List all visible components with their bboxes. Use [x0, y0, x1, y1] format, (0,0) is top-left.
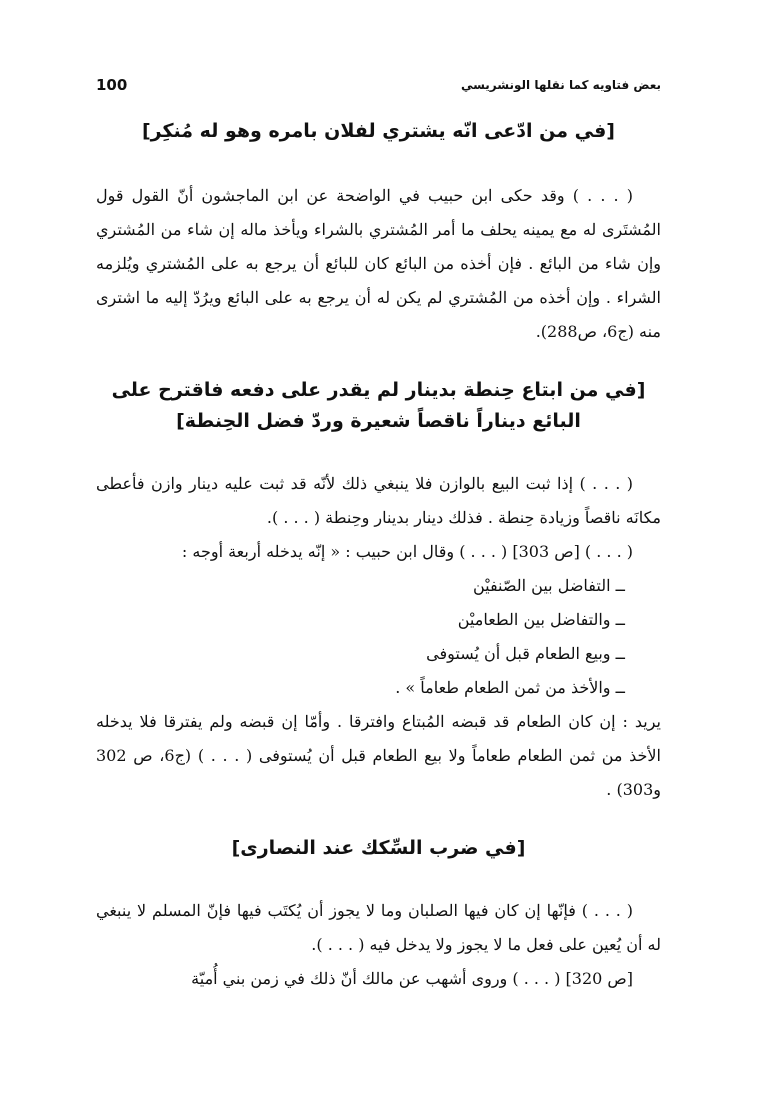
section-heading: [في من ابتاع حِنطة بدينار لم يقدر على دفعه فاقترح على البائع ديناراً ناقصاً شعيرة وردّ فضل الحِنطة] — [111, 379, 646, 432]
section-heading: [في ضرب السِّكك عند النصارى] — [231, 837, 526, 859]
page-body — [96, 110, 661, 996]
list-item: ــ والتفاضل بين الطعاميْن — [457, 610, 625, 629]
running-title: بعض فتاويه كما نقلها الونشريسي — [460, 78, 661, 92]
page-number: 100 — [96, 76, 128, 94]
paragraph: ( . . . ) [ص 303] ( . . . ) وقال ابن حبيب : « إنّه يدخله أربعة أوجه : — [181, 542, 633, 561]
list-item: ــ والأخذ من ثمن الطعام طعاماً » . — [395, 678, 625, 697]
paragraph: ( . . . ) إذا ثبت البيع بالوازن فلا ينبغي ذلك لأنّه قد ثبت عليه دينار وازن فأعطى مكانَه ناقصاً وزيادة حِنطة . فذلك دينار بدينار وحِنطة ( . . . ). — [96, 474, 661, 527]
paragraph: [ص 320] ( . . . ) وروى أشهب عن مالك أنّ ذلك في زمن بني أُميّة — [191, 969, 633, 988]
running-header — [96, 72, 661, 98]
list-item: ــ وبيع الطعام قبل أن يُستوفى — [426, 644, 625, 663]
section-heading: [في من ادّعى انّه يشتري لفلان بامره وهو له مُنكِر] — [142, 120, 615, 142]
list — [96, 569, 661, 705]
list-item: ــ التفاضل بين الصّنفيْن — [472, 576, 625, 595]
paragraph: يريد : إن كان الطعام قد قبضه المُبتاع وافترقا . وأمّا إن قبضه ولم يفترقا فلا يدخله الأخذ من ثمن الطعام طعاماً ولا بيع الطعام قبل أن يُستوفى ( . . . ) (ج6، ص 302 و303) . — [96, 712, 661, 799]
paragraph: ( . . . ) فإنّها إن كان فيها الصلبان وما لا يجوز أن يُكتَب فيها فإنّ المسلم لا ينبغي له أن يُعين على فعل ما لا يجوز ولا يدخل فيه ( . . . ). — [96, 901, 661, 954]
paragraph: ( . . . ) وقد حكى ابن حبيب في الواضحة عن ابن الماجشون أنّ القول قول المُشتَرى له مع يمينه يحلف ما أمر المُشتري بالشراء ويأخذ ماله إن شاء من المُشتري وإن شاء من البائع . فإن أخذه من البائع كان للبائع أن يرجع به على المُشتري ويُلزمه الشراء . وإن أخذه من المُشتري لم يكن له أن يرجع به على البائع ويرُدّ إليه ما اشترى منه (ج6، ص288). — [96, 186, 661, 341]
